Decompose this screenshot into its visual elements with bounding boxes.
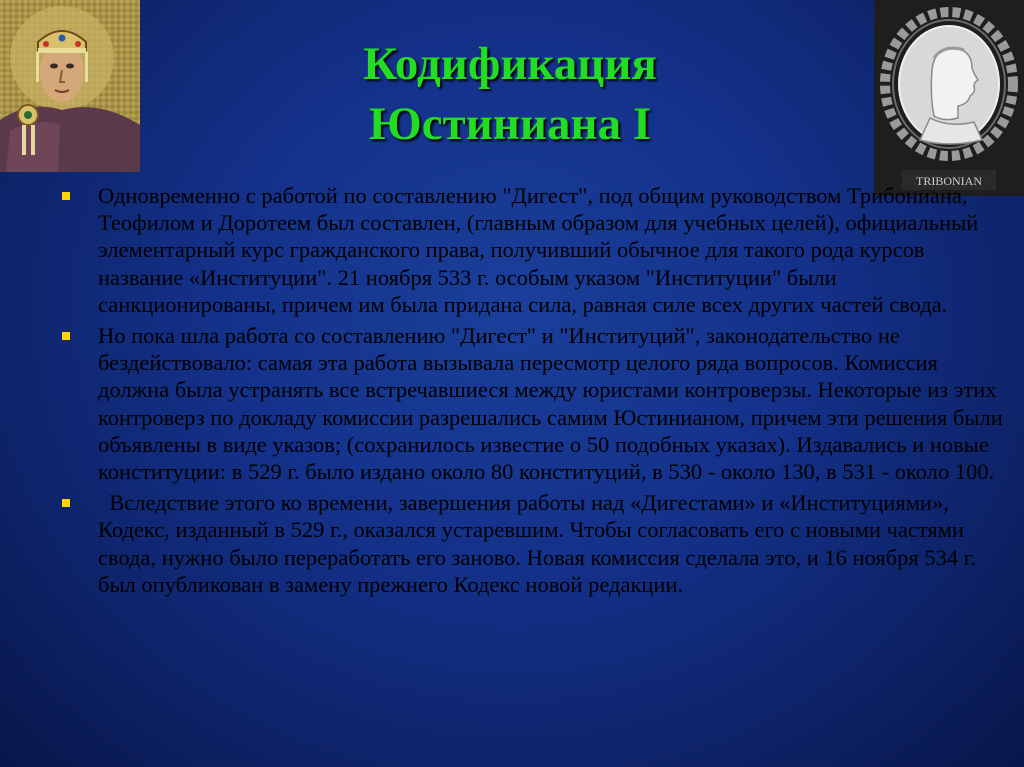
slide-title [180,34,840,154]
bullet-text: Вследствие этого ко времени, завершения работы над «Дигестами» и «Институциями», Кодекс, изданный в 529 г., оказался устаревшим. Чтобы согласовать его с новыми частями свода, нужно было переработать его заново. Новая комиссия сделала это, и 16 ноября 534 г. был опубликован в замену прежнего Кодекс новой редакции. [98,490,982,597]
title-line-2: Юстиниана I [368,98,652,150]
tribonian-caption: TRIBONIAN [916,174,982,188]
bullet-item [58,322,1004,485]
bullet-text: Одновременно с работой по составлению "Дигест", под общим руководством Трибониана, Теофилом и Доротеем был составлен, (главным образом для учебных целей), официальный элементарный курс гражданского права, получивший обычное для такого рода курсов название «Институции". 21 ноября 533 г. особым указом "Институции" были санкционированы, причем им была придана сила, равная силе всех других частей свода. [98,183,979,317]
bullet-text: Но пока шла работа со составлению "Дигест" и "Институций", законодательство не бездействовало: самая эта работа вызывала пересмотр целого ряда вопросов. Комиссия должна была устранять все встречавшиеся между юристами контроверзы. Некоторые из этих контроверз по докладу комиссии разрешались самим Юстинианом, причем эти решения были объявлены в виде указов; (сохранилось известие о 50 подобных указах). Издавались и новые конституции: в 529 г. было издано около 80 конституций, в 530 - около 130, в 531 - около 100. [98,323,1003,485]
bullet-square-icon [62,332,70,340]
bullet-item [58,489,1004,598]
justinian-mosaic-image [0,0,140,172]
bullet-square-icon [62,192,70,200]
tribonian-relief-image [874,0,1024,196]
bullet-list [58,182,1004,602]
bullet-item [58,182,1004,318]
bullet-square-icon [62,499,70,507]
title-line-1: Кодификация [363,38,657,90]
